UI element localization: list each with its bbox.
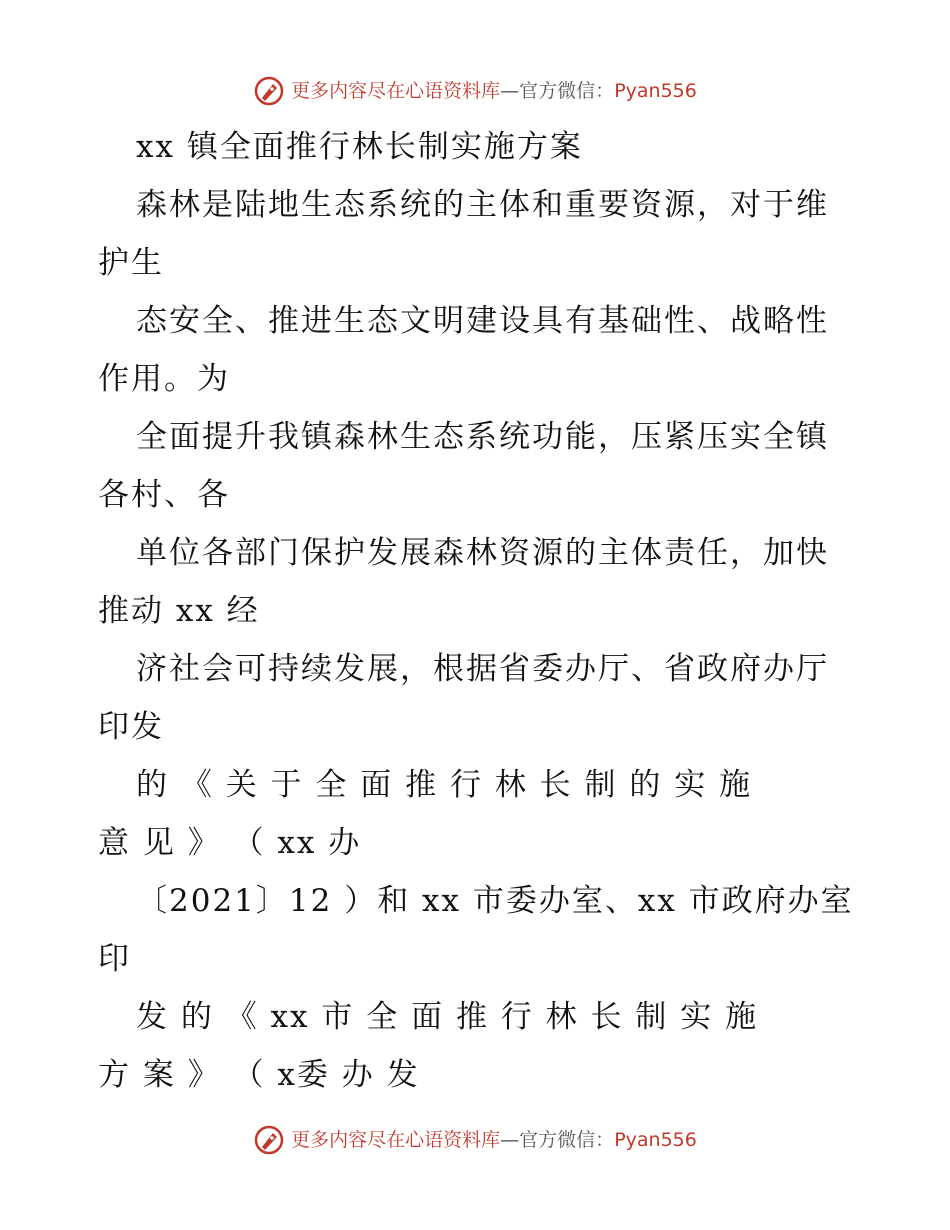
text-line: 森林是陆地生态系统的主体和重要资源，对于维 bbox=[136, 187, 829, 223]
text-line: 态安全、推进生态文明建设具有基础性、战略性 bbox=[136, 303, 829, 339]
banner-wechat-label: 官方微信： bbox=[519, 1129, 615, 1151]
text-line: 护生 bbox=[98, 245, 164, 281]
banner-wechat-id: Pyan556 bbox=[614, 1129, 697, 1151]
text-line: 〔2021〕12 ）和 xx 市委办室、xx 市政府办室 bbox=[136, 883, 854, 919]
text-line: 单位各部门保护发展森林资源的主体责任，加快 bbox=[136, 535, 829, 571]
banner-separator: — bbox=[500, 1129, 520, 1151]
text-line: 意 见 》 （ xx 办 bbox=[98, 825, 362, 861]
banner-wechat-id: Pyan556 bbox=[614, 80, 697, 102]
banner-text: 更多内容尽在心语资料库 bbox=[291, 1129, 501, 1151]
pen-nib-icon bbox=[253, 75, 285, 107]
text-line: 印发 bbox=[98, 709, 164, 745]
footer-watermark-banner bbox=[0, 1120, 950, 1160]
text-line: 发 的 《 xx 市 全 面 推 行 林 长 制 实 施 bbox=[136, 999, 759, 1035]
banner-text: 更多内容尽在心语资料库 bbox=[291, 80, 501, 102]
pen-nib-icon bbox=[253, 1124, 285, 1156]
text-line: 作用。为 bbox=[98, 361, 230, 397]
text-line: 各村、各 bbox=[98, 477, 230, 513]
text-line: 推动 xx 经 bbox=[98, 593, 260, 629]
banner-separator: — bbox=[500, 80, 520, 102]
text-line: 印 bbox=[98, 941, 131, 977]
document-title: xx 镇全面推行林长制实施方案 bbox=[136, 129, 583, 165]
banner-wechat-label: 官方微信： bbox=[519, 80, 615, 102]
text-line: 济社会可持续发展，根据省委办厅、省政府办厅 bbox=[136, 651, 829, 687]
text-line: 全面提升我镇森林生态系统功能，压紧压实全镇 bbox=[136, 419, 829, 455]
header-watermark-banner bbox=[0, 71, 950, 111]
text-line: 方 案 》 （ x委 办 发 bbox=[98, 1057, 420, 1093]
text-line: 的 《 关 于 全 面 推 行 林 长 制 的 实 施 bbox=[136, 767, 753, 803]
